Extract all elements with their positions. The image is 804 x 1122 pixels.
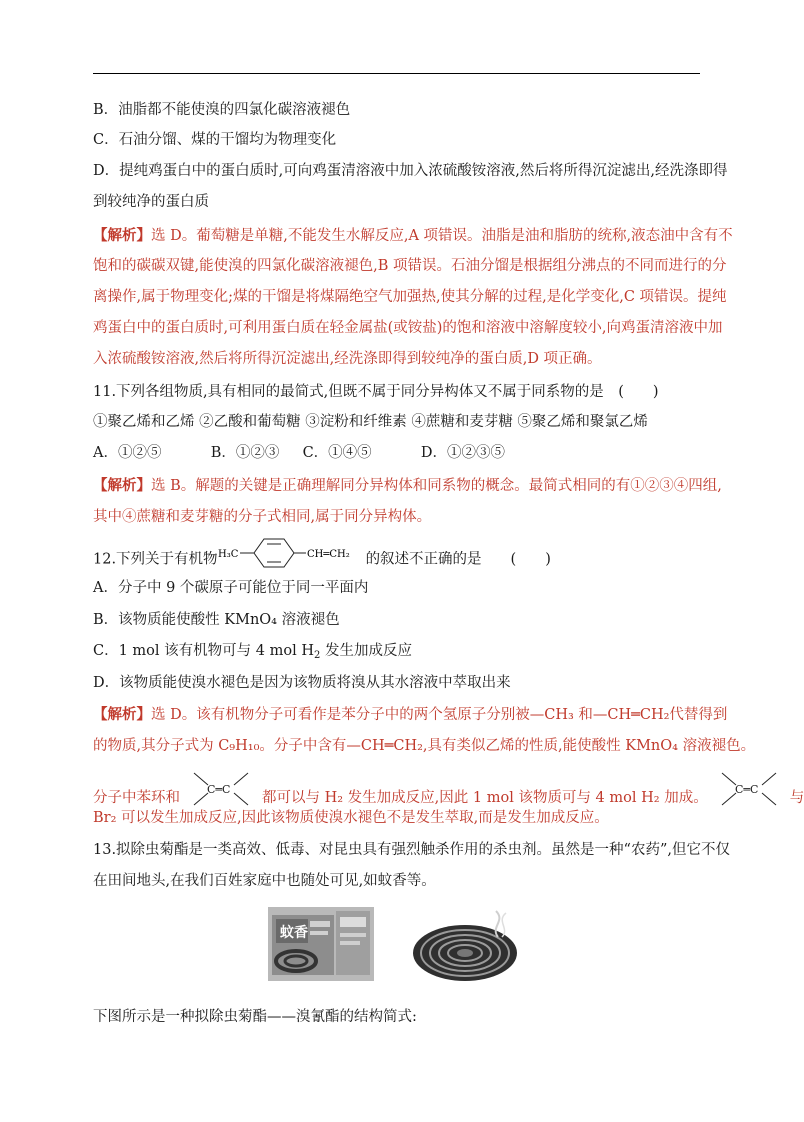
analysis-tag: 【解析】 <box>93 227 151 244</box>
question-11-options <box>93 444 505 462</box>
option-d-line1: D．提纯鸡蛋白中的蛋白质时,可向鸡蛋清溶液中加入浓硫酸铵溶液,然后将所得沉淀滤出,经洗涤即得 <box>93 163 728 179</box>
question-13-line2: 在田间地头,在我们百姓家庭中也随处可见,如蚊香等。 <box>93 873 436 889</box>
q12-option-a: A．分子中 9 个碳原子可能位于同一平面内 <box>93 580 369 596</box>
q11-option-c: C．①④⑤ <box>302 445 372 461</box>
q12-suffix: 的叙述不正确的是 ( ) <box>365 551 551 568</box>
analysis-text: 选 D。葡萄糖是单糖,不能发生水解反应,A 项错误。油脂是油和脂肪的统称,液态油中含有不 <box>151 228 733 244</box>
analysis-11-line1 <box>93 477 722 495</box>
q12-prefix: 12.下列关于有机物 <box>93 551 218 568</box>
struct-vinyl-label: CH═CH₂ <box>306 549 350 560</box>
analysis-12-line1 <box>93 706 727 724</box>
q12-option-c: C．1 mol 该有机物可与 4 mol $H_2$ 发生加成反应 <box>93 643 412 661</box>
analysis-12-line4: Br₂ 可以发生加成反应,因此该物质使溴水褪色不是发生萃取,而是发生加成反应。 <box>93 810 609 826</box>
alkene-cc-icon <box>708 767 790 829</box>
question-12 <box>93 536 551 583</box>
analysis-10-line5: 入浓硫酸铵溶液,然后将所得沉淀滤出,经洗涤即得到较纯净的蛋白质,D 项正确。 <box>93 351 602 367</box>
analysis-text: 选 D。该有机物分子可看作是苯分子中的两个氢原子分别被—CH₃ 和—CH═CH₂代替得到 <box>151 707 728 723</box>
struct-ch3-label: H₃C <box>217 549 238 560</box>
analysis-12-line3: 分子中苯环和 C═C 都可以与 H₂ 发生加成反应,因此 1 mol 该物质可与 4 mol H₂ 加成。 C═C 与 <box>93 767 804 829</box>
mosquito-coil-box-photo <box>268 907 374 981</box>
q11-option-a: A．①②⑤ <box>93 445 162 461</box>
analysis-text: 选 B。解题的关键是正确理解同分异构体和同系物的概念。最简式相同的有①②③④四组, <box>151 478 722 494</box>
question-11-items: ①聚乙烯和乙烯 ②乙酸和葡萄糖 ③淀粉和纤维素 ④蔗糖和麦芽糖 ⑤聚乙烯和聚氯乙烯 <box>93 414 648 430</box>
question-13-line3: 下图所示是一种拟除虫菊酯——溴氰酯的结构简式: <box>93 1009 417 1025</box>
q11-option-b: B．①②③ <box>210 445 280 461</box>
analysis-10-line2: 饱和的碳碳双键,能使溴的四氯化碳溶液褪色,B 项错误。石油分馏是根据组分沸点的不同而进行的分 <box>93 258 727 274</box>
analysis-tag: 【解析】 <box>93 477 151 494</box>
option-c: C．石油分馏、煤的干馏均为物理变化 <box>93 132 337 148</box>
analysis-10-line3: 离操作,属于物理变化;煤的干馏是将煤隔绝空气加强热,使其分解的过程,是化学变化,C 项错误。提纯 <box>93 289 727 305</box>
methylstyrene-structure <box>218 536 366 583</box>
option-b: B．油脂都不能使溴的四氯化碳溶液褪色 <box>93 102 351 118</box>
option-d-line2: 到较纯净的蛋白质 <box>93 194 209 210</box>
q12-option-b: B．该物质能使酸性 KMnO₄ 溶液褪色 <box>93 612 340 628</box>
q12-option-d: D．该物质能使溴水褪色是因为该物质将溴从其水溶液中萃取出来 <box>93 675 511 691</box>
cc-label: C═C <box>207 783 231 796</box>
box-brand-text: 蚊香 <box>280 925 308 941</box>
analysis-12-line2: 的物质,其分子式为 C₉H₁₀。分子中含有—CH═CH₂,具有类似乙烯的性质,能使酸性 KMnO₄ 溶液褪色。 <box>93 738 756 754</box>
analysis-10-line4: 鸡蛋白中的蛋白质时,可利用蛋白质在轻金属盐(或铵盐)的饱和溶液中溶解度较小,向鸡蛋清溶液中加 <box>93 320 723 336</box>
analysis-11-line2: 其中④蔗糖和麦芽糖的分子式相同,属于同分异构体。 <box>93 509 432 525</box>
question-13-line1: 13.拟除虫菊酯是一类高效、低毒、对昆虫具有强烈触杀作用的杀虫剂。虽然是一种“农药”,但它不仅 <box>93 842 730 858</box>
cc-label: C═C <box>734 783 759 796</box>
header-rule <box>93 73 700 74</box>
question-11: 11.下列各组物质,具有相同的最简式,但既不属于同分异构体又不属于同系物的是 ( ) <box>93 384 659 400</box>
mosquito-coil-photo <box>410 907 520 983</box>
analysis-10-line1 <box>93 227 733 245</box>
q11-option-d: D．①②③⑤ <box>420 445 506 461</box>
analysis-tag: 【解析】 <box>93 706 151 723</box>
